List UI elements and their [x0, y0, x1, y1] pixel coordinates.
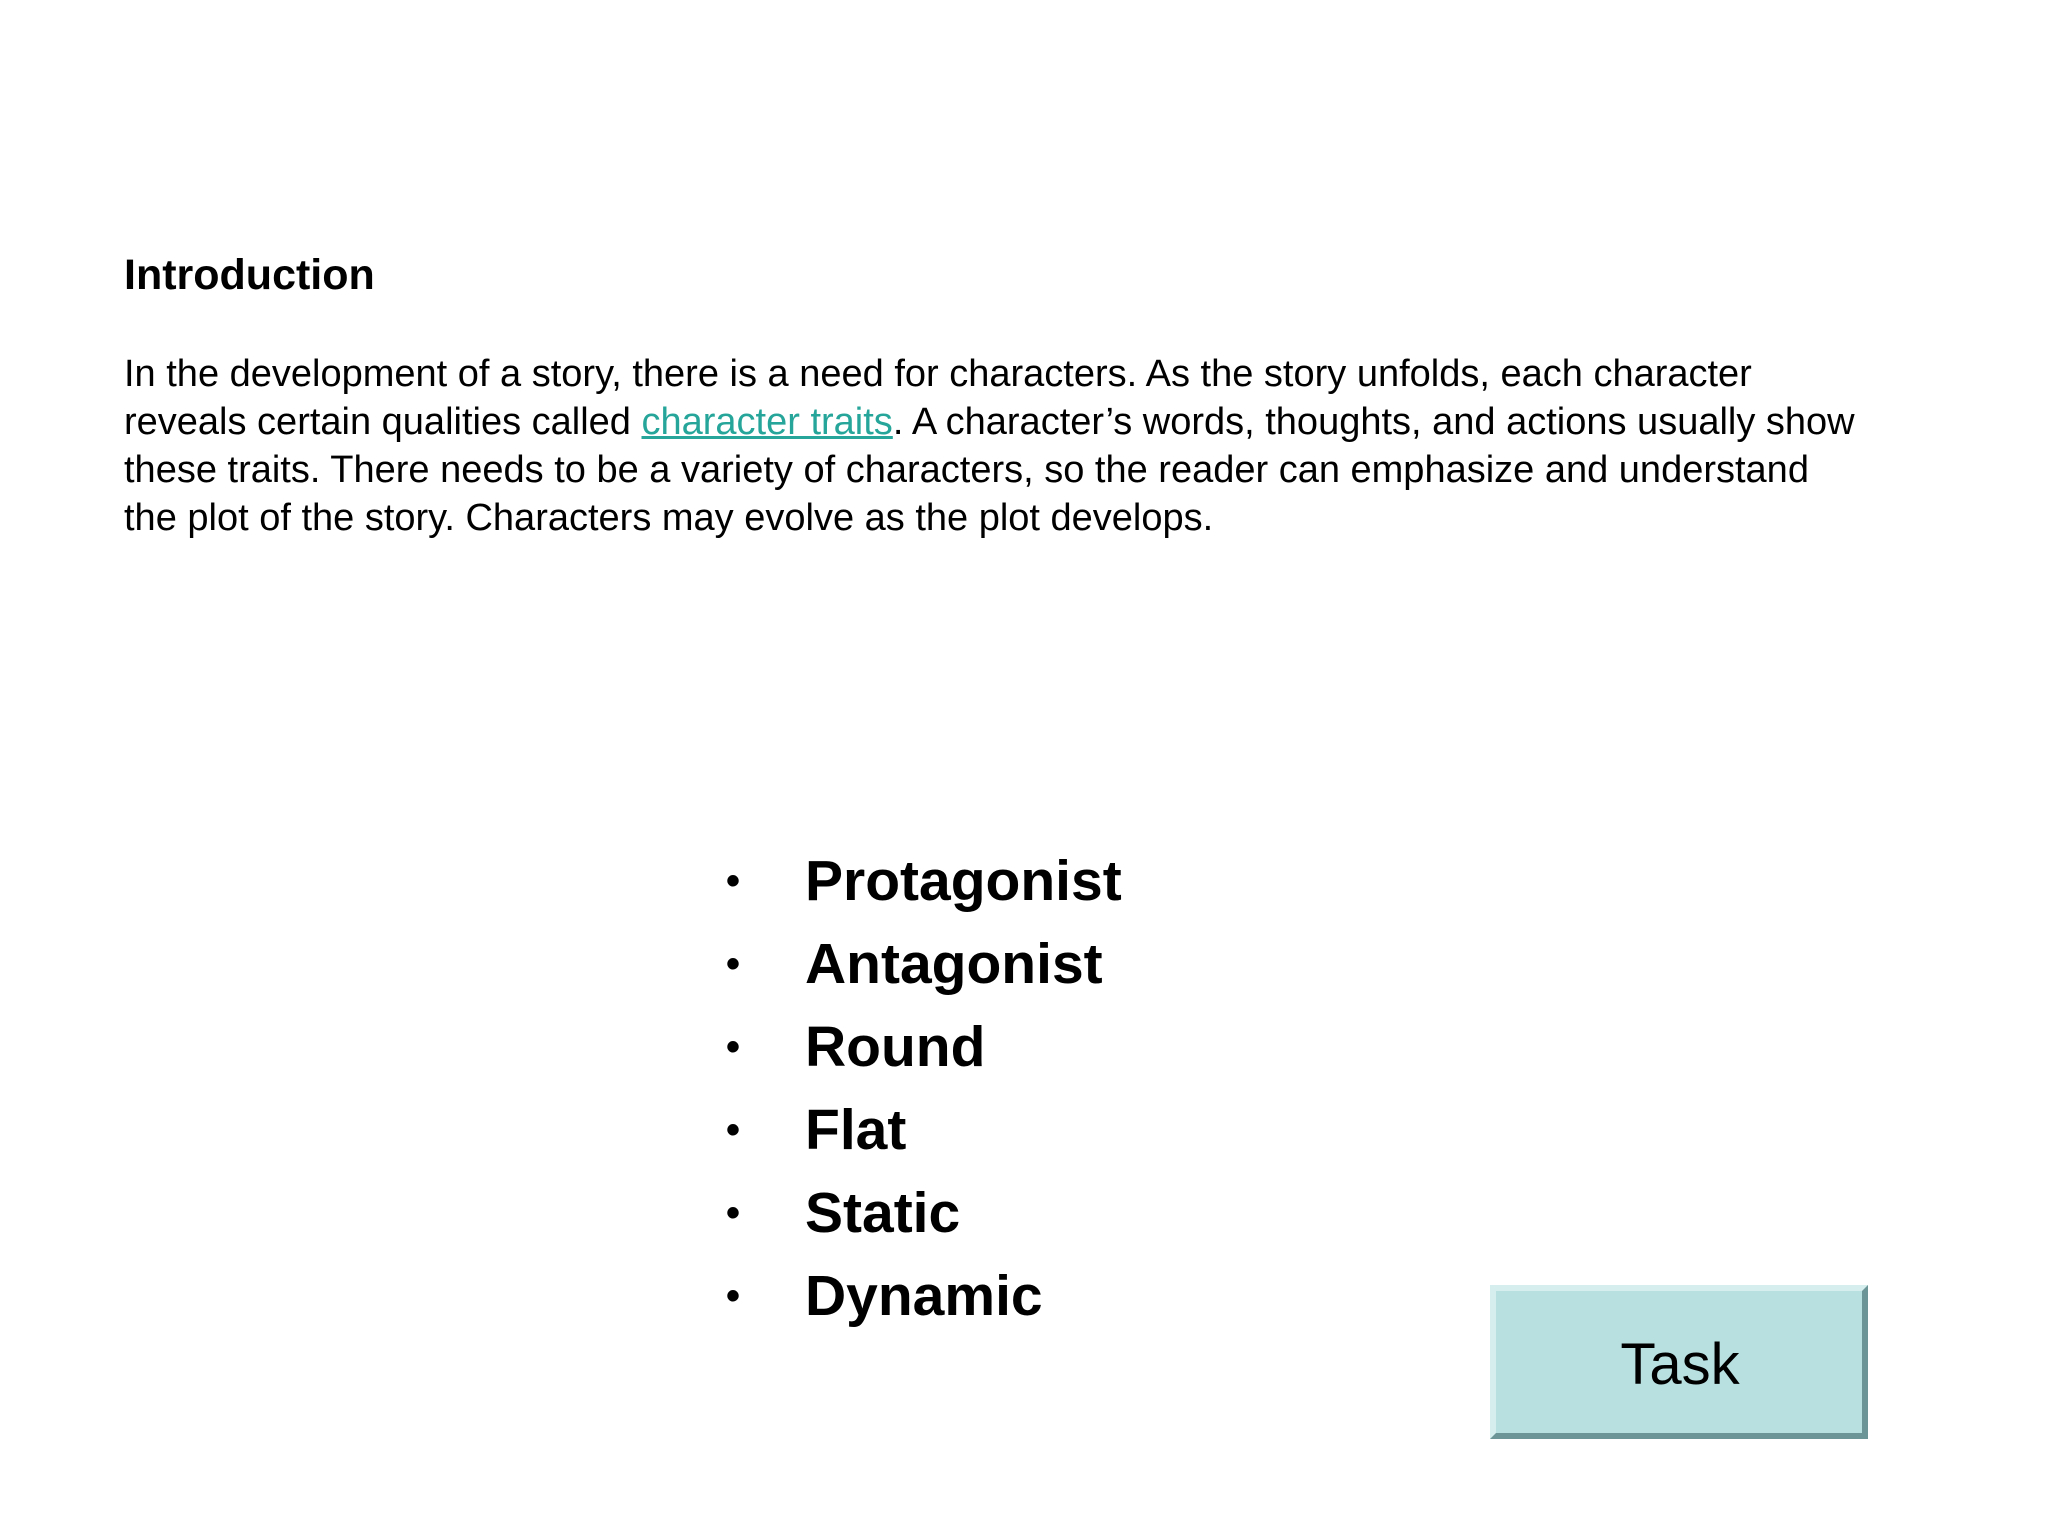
list-item: [720, 923, 1122, 1006]
list-item: [720, 1255, 1122, 1338]
task-button-label: Task: [1620, 1332, 1740, 1397]
bullet-icon: •: [726, 1108, 741, 1152]
intro-line-2: [124, 398, 2004, 446]
character-traits-link[interactable]: character traits: [641, 401, 893, 443]
intro-line-4: the plot of the story. Characters may evolve as the plot develops.: [124, 497, 1214, 539]
bullet-icon: •: [726, 1191, 741, 1235]
task-button[interactable]: [1490, 1285, 1868, 1439]
bullet-icon: •: [726, 1025, 741, 1069]
character-types-list: [720, 840, 1122, 1338]
character-type-flat: Flat: [805, 1098, 907, 1162]
intro-heading: Introduction: [124, 251, 375, 299]
list-item: [720, 1006, 1122, 1089]
intro-line-2-end: . A character’s words, thoughts, and actions usually show: [892, 401, 1855, 443]
bullet-icon: •: [726, 859, 741, 903]
character-type-round: Round: [805, 1015, 986, 1079]
character-type-static: Static: [805, 1181, 961, 1245]
intro-line-1: In the development of a story, there is a need for characters. As the story unfolds, each character: [124, 353, 1752, 395]
character-type-dynamic: Dynamic: [805, 1264, 1043, 1328]
list-item: [720, 1089, 1122, 1172]
intro-line-3: these traits. There needs to be a variety of characters, so the reader can emphasize and understand: [124, 449, 1809, 491]
character-type-antagonist: Antagonist: [805, 932, 1103, 996]
intro-line-2-start: reveals certain qualities called: [124, 401, 642, 443]
bullet-icon: •: [726, 942, 741, 986]
list-item: [720, 1172, 1122, 1255]
bullet-icon: •: [726, 1274, 741, 1318]
list-item: [720, 840, 1122, 923]
character-type-protagonist: Protagonist: [805, 849, 1122, 913]
intro-paragraph: [124, 350, 2004, 542]
